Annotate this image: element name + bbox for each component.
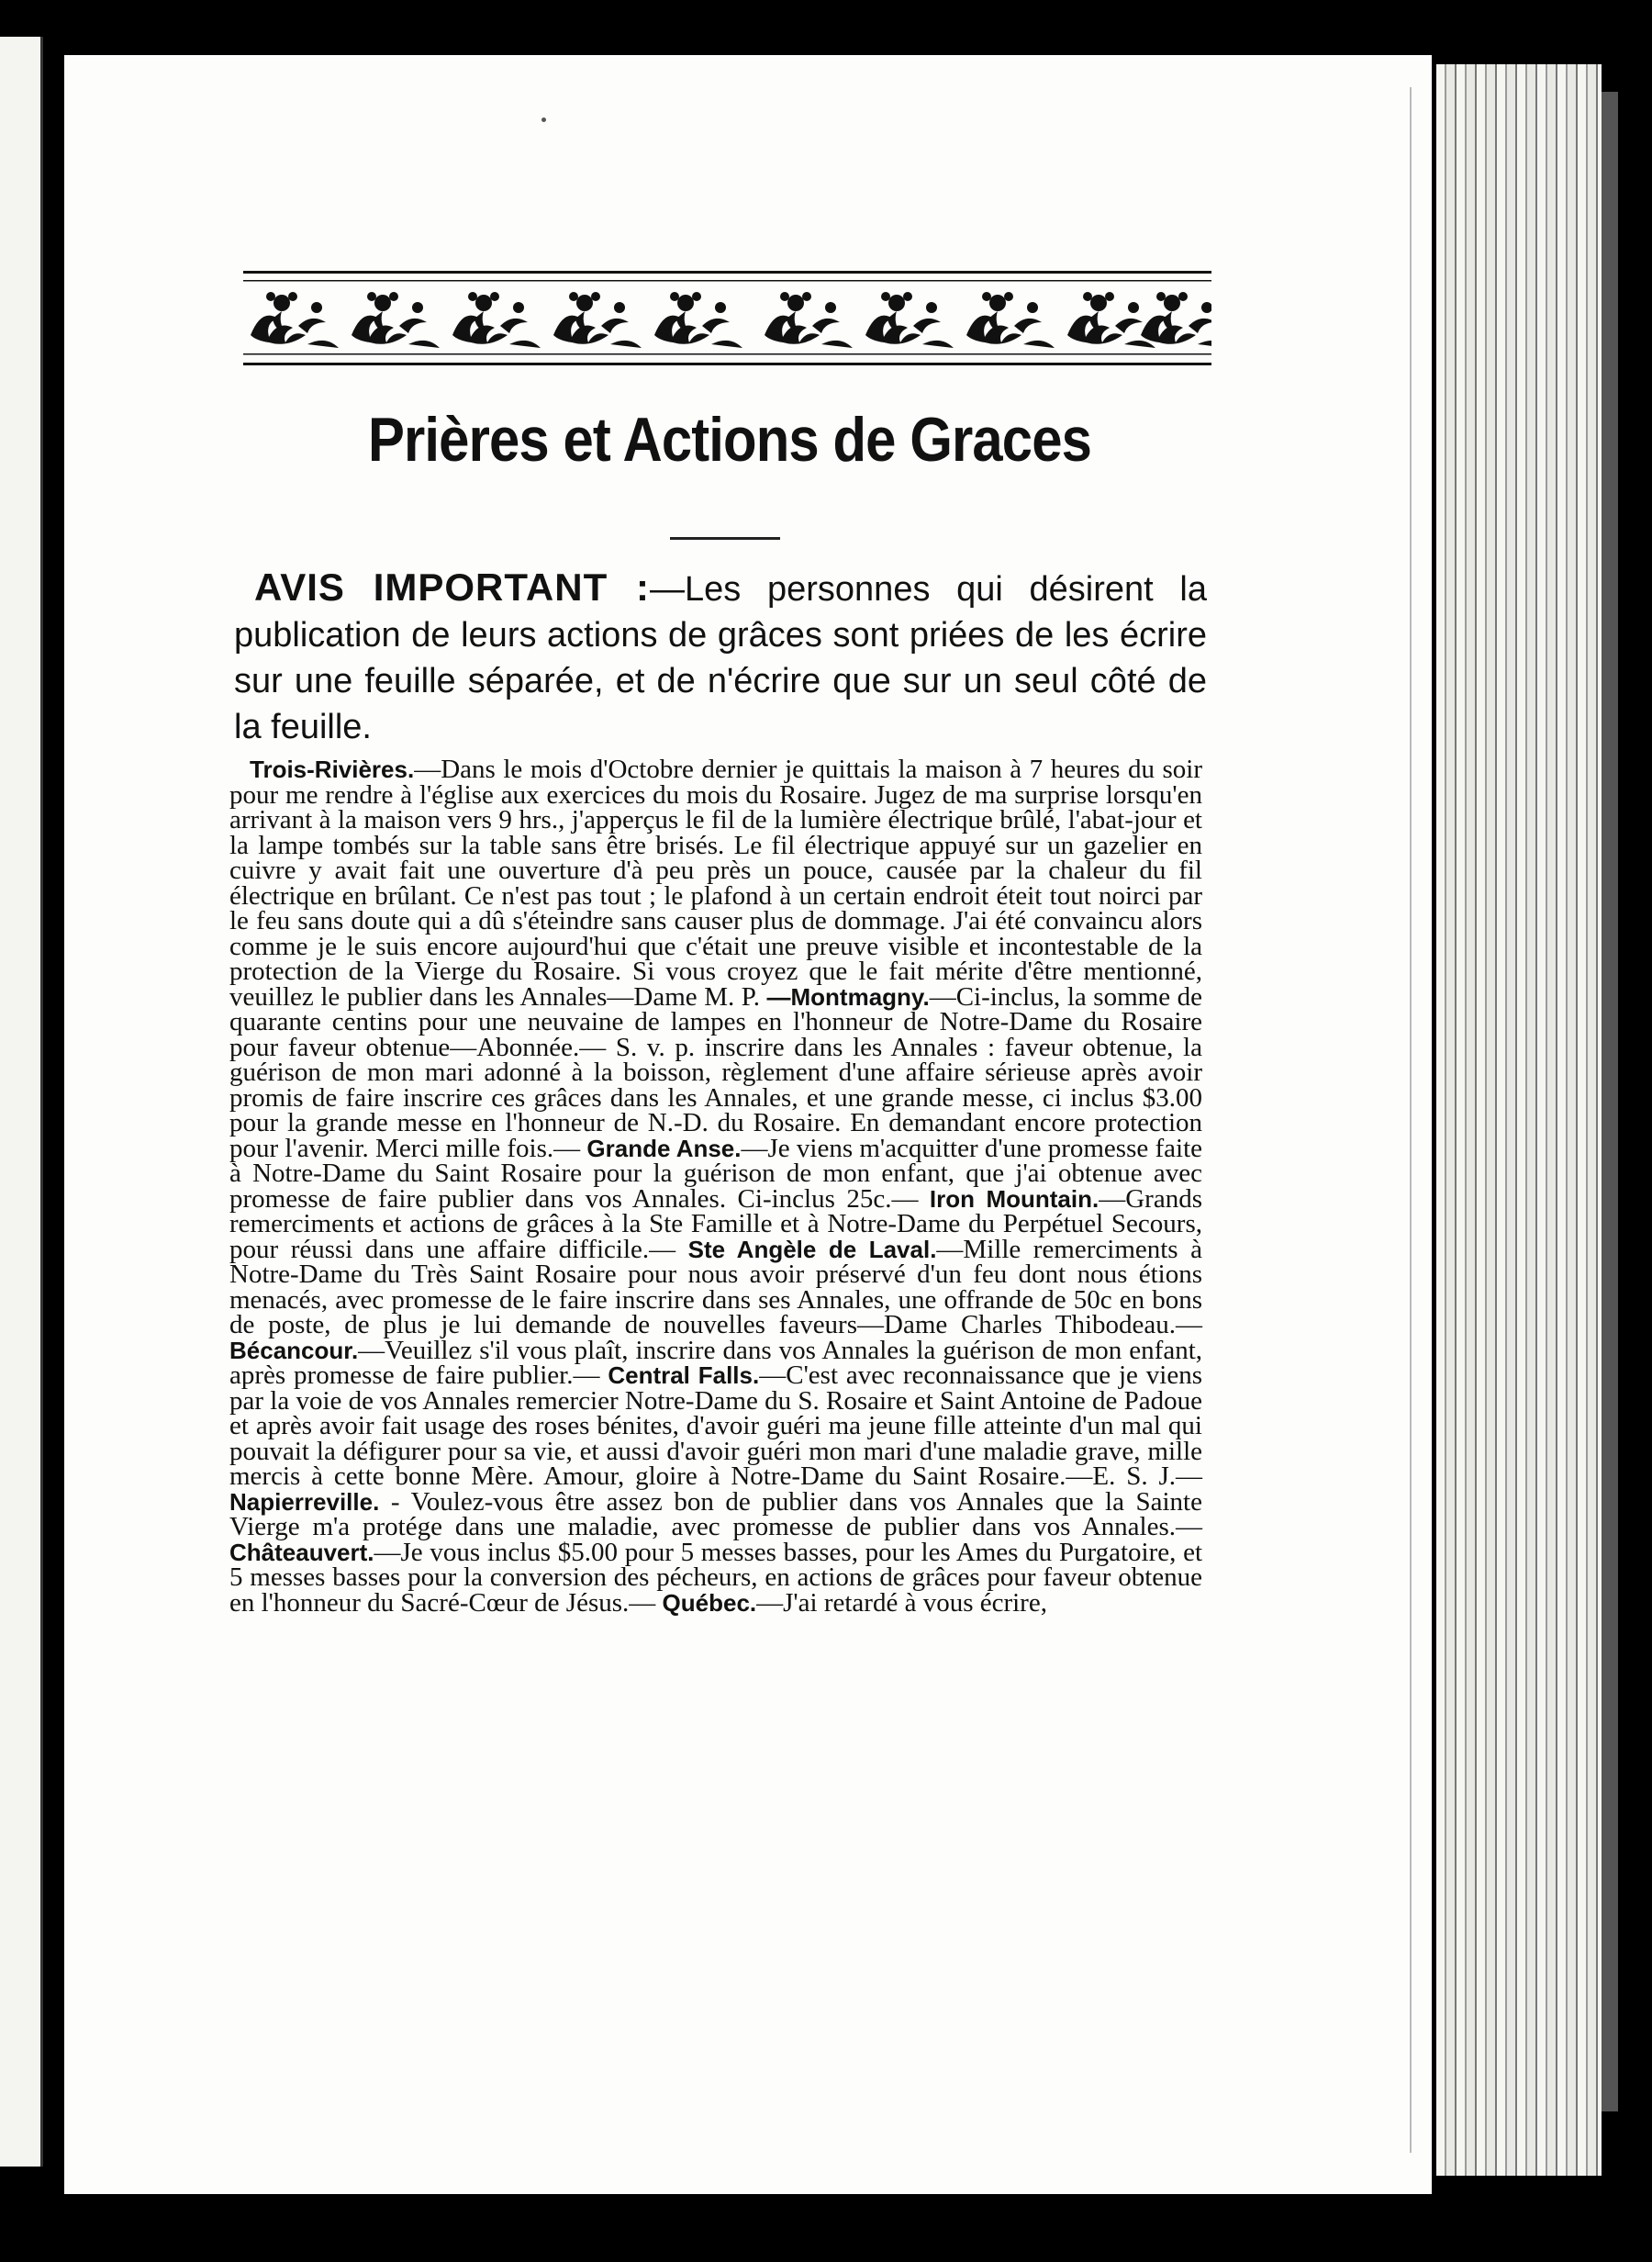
entry-text: —Mille remerciments à Notre-Dame du Très Saint Rosaire pour nous avoir préservé d'un feu dont nous étions menacés, avec promesse de le faire inscrire dans ses Annales, une offrande de 50c en bons de poste, de plus je lui demande de nouvelles faveurs—Dame Charles Thibodeau.— — [229, 1234, 1202, 1339]
entry-place: Châteauvert. — [229, 1538, 374, 1566]
notice-lead: AVIS IMPORTANT : — [254, 566, 651, 609]
entry-text: —Je viens m'acquitter d'une promesse faite à Notre-Dame du Saint Rosaire pour la guérison de mon enfant, que j'ai obtenue avec promesse de faire publier dans vos Annales. Ci-inclus 25c.— — [229, 1133, 1202, 1214]
notice-text: —Les personnes qui désirent la publication de leurs actions de grâces sont priées de les écrire sur une feuille séparée, et de n'écrire que sur un seul côté de la feuille. — [234, 570, 1207, 746]
entry-text: —Veuillez s'il vous plaît, inscrire dans vos Annales la guérison de mon enfant, après promesse de faire publier.— — [229, 1335, 1202, 1390]
entry-text: —Ci-inclus, la somme de quarante centins pour une neuvaine de lampes en l'honneur de Notre-Dame du Rosaire pour faveur obtenue—Abonnée.— S. v. p. inscrire dans les Annales : faveur obtenue, la guérison de mon mari adonné à la boisson, règlement d'une affaire sérieuse après avoir promis de faire inscrire ces grâces dans les Annales, et une grande messe, ci inclus $3.00 pour la grande messe en l'honneur de N.-D. du Rosaire. En demandant encore protection pour l'avenir. Merci mille fois.— — [229, 981, 1202, 1163]
entry-text: —Grands remerciments et actions de grâces à la Ste Famille et à Notre-Dame du Perpétuel Secours, pour réussi dans une affaire difficile.— — [229, 1183, 1202, 1264]
entry-text: —J'ai retardé à vous écrire, — [756, 1587, 1047, 1618]
entry-place: Central Falls. — [608, 1361, 760, 1389]
entry-place: Québec. — [662, 1588, 757, 1617]
entry-text: —Je vous inclus $5.00 pour 5 messes basses, pour les Ames du Purgatoire, et 5 messes basses pour la conversion des pécheurs, en actions de grâces pour faveur obtenue en l'honneur du Sacré-Cœur de Jésus.— — [229, 1537, 1202, 1618]
page-fold-line — [1410, 87, 1412, 2153]
entry-place: —Montmagny. — [766, 982, 930, 1011]
entry-place: Napierreville. — [229, 1487, 380, 1516]
entry-place: Grande Anse. — [586, 1134, 742, 1162]
entry-text: —Dans le mois d'Octobre dernier je quittais la maison à 7 heures du soir pour me rendre à l'église aux exercices du mois du Rosaire. Jugez de ma surprise lorsqu'en arrivant à la maison vers 9 hrs., j'apperçus le fil de la lumière électrique brûlé, l'abat-jour et la lampe tombés sur la table sans être brisés. Le fil électrique appuyé sur un gazelier en cuivre y avait fait une ouverture d'à peu près un pouce, causée par la chaleur du fil électrique en brûlant. Ce n'est pas tout ; le plafond à un certain endroit éteit tout noirci par le feu sans doute qui a dû s'éteindre sans causer plus de dommage. J'ai été convaincu alors comme je le suis encore aujourd'hui que c'était une preuve visible et incontestable de la protection de la Vierge du Rosaire. Si vous croyez que le fait mérite d'être mentionné, veuillez le publier dans les Annales—Dame M. P. — [229, 755, 1202, 1012]
book-page-edges — [1436, 64, 1602, 2176]
entry-place: Iron Mountain. — [929, 1184, 1099, 1213]
page-title: Prières et Actions de Graces — [367, 405, 1092, 475]
entry-place: Ste Angèle de Laval. — [687, 1235, 937, 1263]
book-edge-shadow — [1602, 92, 1618, 2111]
title-rule — [670, 537, 780, 540]
entry-place: Bécancour. — [229, 1336, 359, 1364]
floral-ornament-band — [243, 271, 1211, 367]
testimonials-text — [229, 757, 1202, 1616]
entry-place: Trois-Rivières. — [250, 756, 415, 783]
important-notice — [234, 565, 1207, 750]
entry-text: - Voulez-vous être assez bon de publier dans vos Annales que la Sainte Vierge m'a protége dans une maladie, avec promesse de publier dans vos Annales.— — [229, 1486, 1202, 1541]
page-speck — [541, 118, 546, 122]
previous-page-edge — [0, 37, 43, 2167]
entry-text: —C'est avec reconnaissance que je viens par la voie de vos Annales remercier Notre-Dame du S. Rosaire et Saint Antoine de Padoue et après avoir fait usage des roses bénites, d'avoir guéri ma jeune fille atteinte d'un mal qui pouvait la défigurer pour sa vie, et aussi d'avoir guéri mon mari d'une maladie grave, mille mercis à cette bonne Mère. Amour, gloire à Notre-Dame du Saint Rosaire.—E. S. J.— — [229, 1361, 1202, 1491]
